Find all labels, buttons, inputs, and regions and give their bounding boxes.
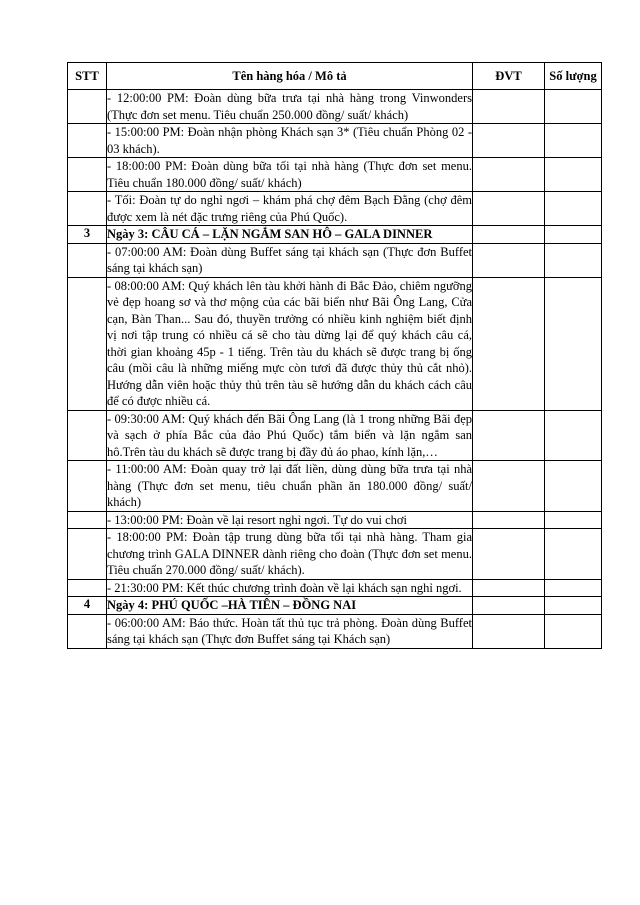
row-stt <box>68 90 107 124</box>
row-description: - 12:00:00 PM: Đoàn dùng bữa trưa tại nhà hàng trong Vinwonders (Thực đơn set menu. Tiêu chuẩn 250.000 đồng/ suất/ khách) <box>107 91 472 122</box>
row-description: - 09:30:00 AM: Quý khách đến Bãi Ông Lang (là 1 trong những Bãi đẹp và sạch ở phía Bắc của đảo Phú Quốc) tắm biển và lặn ngắm san hô.Trên tàu du khách sẽ được trang bị đầy đủ áo phao, kính lặn,… <box>107 411 472 459</box>
row-stt <box>68 158 107 192</box>
table-row <box>68 410 602 461</box>
row-description: - 21:30:00 PM: Kết thúc chương trình đoàn về lại khách sạn nghỉ ngơi. <box>107 579 473 597</box>
row-unit <box>473 192 545 226</box>
row-description: - Tối: Đoàn tự do nghỉ ngơi – khám phá chợ đêm Bạch Đằng (chợ đêm được xem là nét đặc trưng riêng của Phú Quốc). <box>107 193 472 224</box>
row-stt <box>68 461 107 512</box>
row-stt: 4 <box>68 597 107 615</box>
row-unit <box>473 243 545 277</box>
row-quantity <box>545 410 602 461</box>
table-row <box>68 529 602 580</box>
row-stt <box>68 410 107 461</box>
row-stt <box>68 277 107 410</box>
row-unit <box>473 226 545 244</box>
row-description: - 08:00:00 AM: Quý khách lên tàu khởi hành đi Bắc Đảo, chiêm ngưỡng vẻ đẹp hoang sơ và thơ mộng của các bãi biển như Bãi Ông Lang, Cửa cạn, Bàn Than... Sau đó, thuyền trưởng có nhiều kinh nghiệm biết định vị nơi tập trung có nhiều cá sẽ cho tàu dừng lại để quý khách câu cá, thời gian khoảng 45p - 1 tiếng. Trên tàu du khách sẽ được trang bị ống câu (mồi câu là những miếng mực còn tươi đã được thủy thủ cắt nhỏ). Hướng dẫn viên hoặc thủy thủ trên tàu sẽ hướng dẫn du khách cách câu để có được nhiều cá. <box>107 278 472 408</box>
row-unit <box>473 124 545 158</box>
row-unit <box>473 410 545 461</box>
row-stt <box>68 614 107 648</box>
day-title: Ngày 4: PHÚ QUỐC –HÀ TIÊN – ĐỒNG NAI <box>107 597 473 615</box>
day-row <box>68 597 602 615</box>
row-quantity <box>545 192 602 226</box>
row-quantity <box>545 529 602 580</box>
table-row <box>68 192 602 226</box>
row-unit <box>473 277 545 410</box>
document-page <box>67 62 601 649</box>
row-description: - 11:00:00 AM: Đoàn quay trở lại đất liền, dùng dùng bữa trưa tại nhà hàng (Thực đơn set menu, tiêu chuẩn phần ăn 180.000 đồng/ suất/ khách) <box>107 462 472 509</box>
table-row <box>68 277 602 410</box>
row-unit <box>473 614 545 648</box>
row-quantity <box>545 243 602 277</box>
row-stt <box>68 124 107 158</box>
row-unit <box>473 597 545 615</box>
row-quantity <box>545 277 602 410</box>
row-description: - 13:00:00 PM: Đoàn về lại resort nghỉ ngơi. Tự do vui chơi <box>107 511 473 529</box>
row-stt <box>68 243 107 277</box>
row-quantity <box>545 158 602 192</box>
row-quantity <box>545 226 602 244</box>
row-description: - 06:00:00 AM: Báo thức. Hoàn tất thủ tục trả phòng. Đoàn dùng Buffet sáng tại khách sạn (Thực đơn Buffet sáng tại Khách sạn) <box>107 615 472 646</box>
row-description: - 07:00:00 AM: Đoàn dùng Buffet sáng tại khách sạn (Thực đơn Buffet sáng tại khách sạn) <box>107 244 472 275</box>
row-stt <box>68 511 107 529</box>
row-unit <box>473 529 545 580</box>
row-quantity <box>545 614 602 648</box>
row-quantity <box>545 124 602 158</box>
row-description: - 18:00:00 PM: Đoàn dùng bữa tối tại nhà hàng (Thực đơn set menu. Tiêu chuẩn 180.000 đồng/ suất/ khách) <box>107 159 472 190</box>
table-header-row <box>68 63 602 90</box>
row-unit <box>473 579 545 597</box>
row-stt <box>68 579 107 597</box>
row-unit <box>473 90 545 124</box>
table-row <box>68 511 602 529</box>
itinerary-table <box>67 62 602 649</box>
row-description: - 15:00:00 PM: Đoàn nhận phòng Khách sạn 3* (Tiêu chuẩn Phòng 02 - 03 khách). <box>107 125 472 156</box>
row-stt: 3 <box>68 226 107 244</box>
header-quantity: Số lượng <box>545 63 602 90</box>
row-unit <box>473 158 545 192</box>
row-quantity <box>545 597 602 615</box>
table-row <box>68 579 602 597</box>
table-row <box>68 90 602 124</box>
row-stt <box>68 529 107 580</box>
table-row <box>68 461 602 512</box>
day-title: Ngày 3: CÂU CÁ – LẶN NGẮM SAN HÔ – GALA DINNER <box>107 226 473 244</box>
header-description: Tên hàng hóa / Mô tả <box>107 63 473 90</box>
table-row <box>68 614 602 648</box>
row-stt <box>68 192 107 226</box>
row-quantity <box>545 461 602 512</box>
table-row <box>68 158 602 192</box>
row-description: - 18:00:00 PM: Đoàn tập trung dùng bữa tối tại nhà hàng. Tham gia chương trình GALA DINNER dành riêng cho đoàn (Thực đơn set menu. Tiêu chuẩn 270.000 đồng/ suất/ khách). <box>107 530 472 577</box>
table-row <box>68 124 602 158</box>
row-quantity <box>545 579 602 597</box>
day-row <box>68 226 602 244</box>
row-unit <box>473 461 545 512</box>
header-stt: STT <box>68 63 107 90</box>
row-quantity <box>545 90 602 124</box>
row-unit <box>473 511 545 529</box>
row-quantity <box>545 511 602 529</box>
table-row <box>68 243 602 277</box>
header-unit: ĐVT <box>473 63 545 90</box>
